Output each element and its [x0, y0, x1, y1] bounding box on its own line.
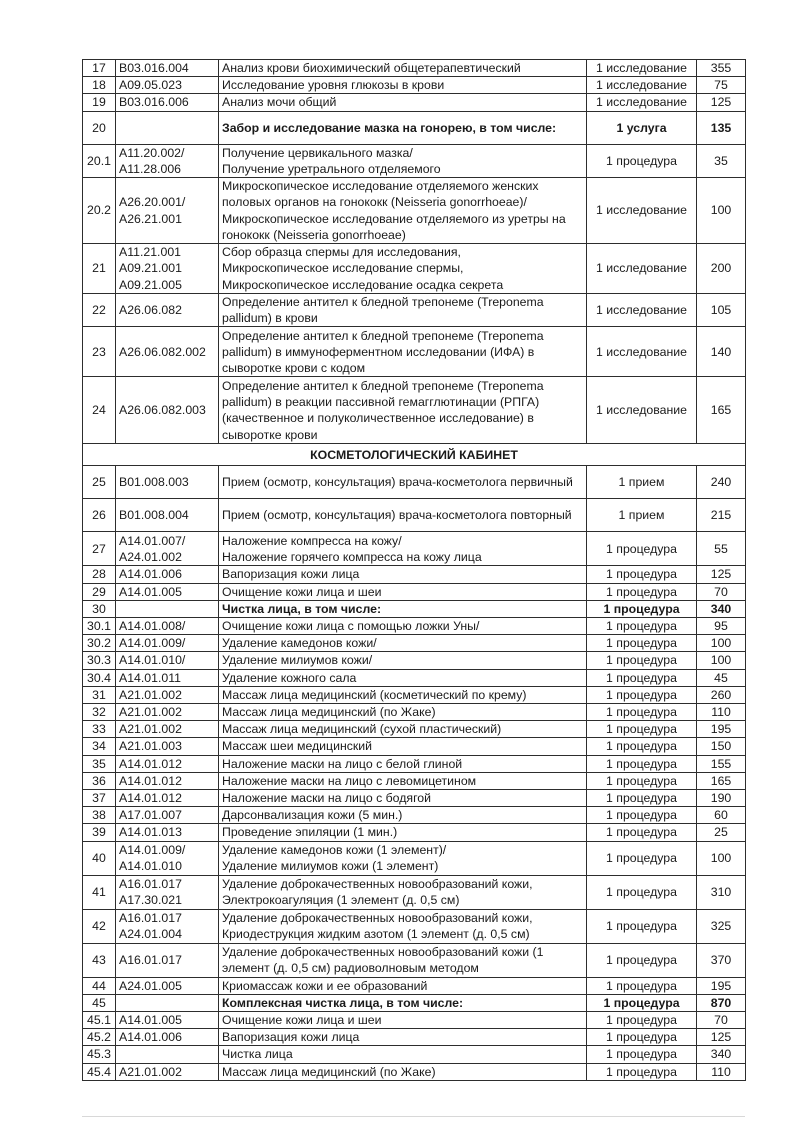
row-number: 23: [83, 327, 116, 377]
service-name: Микроскопическое исследование отделяемого женских половых органов на гонококк (Neisseria gonorrhoeae)/ Микроскопическое исследование отделяемого из уретры на гонококк (Neisseria gonorrhoeae): [219, 178, 587, 244]
service-unit: 1 исследование: [587, 77, 697, 94]
service-code: A14.01.005: [116, 1012, 219, 1029]
row-number: 38: [83, 807, 116, 824]
row-number: 44: [83, 977, 116, 994]
table-row: [83, 977, 746, 994]
row-number: 40: [83, 841, 116, 875]
row-number: 20.2: [83, 178, 116, 244]
service-name: Наложение маски на лицо с бодягой: [219, 790, 587, 807]
service-name: Прием (осмотр, консультация) врача-косметолога первичный: [219, 466, 587, 499]
row-number: 39: [83, 824, 116, 841]
table-row: [83, 994, 746, 1011]
service-unit: 1 процедура: [587, 807, 697, 824]
service-code: B03.016.004: [116, 60, 219, 77]
service-unit: 1 процедура: [587, 1012, 697, 1029]
table-row: [83, 909, 746, 943]
service-price: 155: [697, 755, 746, 772]
table-row: [83, 875, 746, 909]
row-number: 18: [83, 77, 116, 94]
service-name: Вапоризация кожи лица: [219, 1029, 587, 1046]
service-code: A14.01.012: [116, 772, 219, 789]
service-name: Массаж лица медицинский (косметический по крему): [219, 686, 587, 703]
row-number: 37: [83, 790, 116, 807]
service-name: Чистка лица, в том числе:: [219, 600, 587, 617]
service-price: 870: [697, 994, 746, 1011]
service-unit: 1 процедура: [587, 583, 697, 600]
service-code: A26.06.082.003: [116, 377, 219, 444]
service-code: A16.01.017: [116, 943, 219, 977]
row-number: 30: [83, 600, 116, 617]
service-price: 45: [697, 669, 746, 686]
service-price: 165: [697, 377, 746, 444]
service-price: 190: [697, 790, 746, 807]
service-price: 25: [697, 824, 746, 841]
service-name: Удаление камедонов кожи (1 элемент)/ Удаление милиумов кожи (1 элемент): [219, 841, 587, 875]
service-unit: 1 исследование: [587, 94, 697, 111]
row-number: 29: [83, 583, 116, 600]
service-price: 70: [697, 583, 746, 600]
service-unit: 1 прием: [587, 466, 697, 499]
service-code: [116, 600, 219, 617]
row-number: 33: [83, 721, 116, 738]
section-header-row: [83, 444, 746, 466]
service-code: A26.06.082.002: [116, 327, 219, 377]
service-unit: 1 процедура: [587, 755, 697, 772]
service-unit: 1 процедура: [587, 1063, 697, 1080]
service-price: 240: [697, 466, 746, 499]
table-row: [83, 686, 746, 703]
service-name: Дарсонвализация кожи (5 мин.): [219, 807, 587, 824]
service-code: A21.01.003: [116, 738, 219, 755]
service-name: Удаление доброкачественных новообразований кожи, Криодеструкция жидким азотом (1 элемент (д. 0,5 см): [219, 909, 587, 943]
row-number: 41: [83, 875, 116, 909]
service-price: 355: [697, 60, 746, 77]
service-unit: 1 процедура: [587, 1029, 697, 1046]
service-code: [116, 111, 219, 144]
service-code: A16.01.017 A17.30.021: [116, 875, 219, 909]
service-unit: 1 процедура: [587, 738, 697, 755]
service-code: A21.01.002: [116, 686, 219, 703]
service-price: 125: [697, 94, 746, 111]
row-number: 30.3: [83, 652, 116, 669]
table-row: [83, 772, 746, 789]
service-unit: 1 процедура: [587, 144, 697, 177]
service-price: 55: [697, 532, 746, 566]
service-name: Очищение кожи лица с помощью ложки Уны/: [219, 618, 587, 635]
row-number: 19: [83, 94, 116, 111]
service-price: 260: [697, 686, 746, 703]
service-name: Получение цервикального мазка/ Получение уретрального отделяемого: [219, 144, 587, 177]
row-number: 34: [83, 738, 116, 755]
service-price: 95: [697, 618, 746, 635]
service-code: A14.01.005: [116, 583, 219, 600]
row-number: 45.3: [83, 1046, 116, 1063]
service-price: 340: [697, 600, 746, 617]
service-name: Удаление доброкачественных новообразований кожи, Электрокоагуляция (1 элемент (д. 0,5 см): [219, 875, 587, 909]
service-name: Определение антител к бледной трепонеме (Treponema pallidum) в иммуноферментном исследовании (ИФА) в сыворотке крови с кодом: [219, 327, 587, 377]
row-number: 36: [83, 772, 116, 789]
service-code: A14.01.006: [116, 1029, 219, 1046]
service-code: A11.20.002/ A11.28.006: [116, 144, 219, 177]
service-price: 165: [697, 772, 746, 789]
service-name: Удаление доброкачественных новообразований кожи (1 элемент (д. 0,5 см) радиоволновым методом: [219, 943, 587, 977]
table-row: [83, 111, 746, 144]
service-unit: 1 процедура: [587, 652, 697, 669]
table-row: [83, 669, 746, 686]
service-code: A14.01.006: [116, 566, 219, 583]
service-unit: 1 услуга: [587, 111, 697, 144]
service-price: 105: [697, 294, 746, 327]
table-row: [83, 178, 746, 244]
service-code: A14.01.012: [116, 790, 219, 807]
price-table-body: [83, 60, 746, 1081]
service-price: 60: [697, 807, 746, 824]
table-row: [83, 824, 746, 841]
service-code: [116, 1046, 219, 1063]
table-row: [83, 600, 746, 617]
service-code: A14.01.012: [116, 755, 219, 772]
service-unit: 1 процедура: [587, 841, 697, 875]
service-name: Наложение маски на лицо с левомицетином: [219, 772, 587, 789]
service-price: 75: [697, 77, 746, 94]
service-price: 200: [697, 244, 746, 294]
service-name: Комплексная чистка лица, в том числе:: [219, 994, 587, 1011]
row-number: 31: [83, 686, 116, 703]
service-code: B01.008.003: [116, 466, 219, 499]
price-list-sheet: [82, 59, 745, 1081]
row-number: 17: [83, 60, 116, 77]
service-price: 195: [697, 721, 746, 738]
service-unit: 1 исследование: [587, 244, 697, 294]
table-row: [83, 1029, 746, 1046]
price-table: [82, 59, 746, 1081]
table-row: [83, 532, 746, 566]
row-number: 35: [83, 755, 116, 772]
table-row: [83, 499, 746, 532]
service-name: Удаление милиумов кожи/: [219, 652, 587, 669]
table-row: [83, 60, 746, 77]
table-row: [83, 377, 746, 444]
table-row: [83, 566, 746, 583]
row-number: 24: [83, 377, 116, 444]
service-code: A14.01.009/ A14.01.010: [116, 841, 219, 875]
service-name: Анализ мочи общий: [219, 94, 587, 111]
service-name: Определение антител к бледной трепонеме (Treponema pallidum) в реакции пассивной гемагглютинации (РПГА) (качественное и полуколичественное исследование) в сыворотке крови: [219, 377, 587, 444]
service-price: 140: [697, 327, 746, 377]
table-row: [83, 1063, 746, 1080]
service-price: 110: [697, 704, 746, 721]
row-number: 21: [83, 244, 116, 294]
table-row: [83, 790, 746, 807]
section-title: КОСМЕТОЛОГИЧЕСКИЙ КАБИНЕТ: [83, 444, 746, 466]
service-price: 100: [697, 178, 746, 244]
service-code: [116, 994, 219, 1011]
service-name: Чистка лица: [219, 1046, 587, 1063]
table-row: [83, 755, 746, 772]
table-row: [83, 943, 746, 977]
service-unit: 1 исследование: [587, 294, 697, 327]
service-unit: 1 процедура: [587, 943, 697, 977]
row-number: 45: [83, 994, 116, 1011]
service-price: 125: [697, 566, 746, 583]
service-name: Массаж лица медицинский (по Жаке): [219, 704, 587, 721]
service-code: A24.01.005: [116, 977, 219, 994]
service-unit: 1 процедура: [587, 686, 697, 703]
service-price: 100: [697, 841, 746, 875]
service-code: A14.01.007/ A24.01.002: [116, 532, 219, 566]
page-bottom-rule: [82, 1116, 745, 1117]
service-code: B01.008.004: [116, 499, 219, 532]
service-unit: 1 процедура: [587, 977, 697, 994]
service-unit: 1 процедура: [587, 772, 697, 789]
service-code: A21.01.002: [116, 721, 219, 738]
service-unit: 1 процедура: [587, 566, 697, 583]
service-code: A14.01.011: [116, 669, 219, 686]
service-price: 125: [697, 1029, 746, 1046]
table-row: [83, 721, 746, 738]
service-unit: 1 процедура: [587, 635, 697, 652]
row-number: 42: [83, 909, 116, 943]
table-row: [83, 841, 746, 875]
service-unit: 1 исследование: [587, 327, 697, 377]
service-name: Очищение кожи лица и шеи: [219, 583, 587, 600]
service-code: A16.01.017 A24.01.004: [116, 909, 219, 943]
service-name: Анализ крови биохимический общетерапевтический: [219, 60, 587, 77]
service-price: 135: [697, 111, 746, 144]
service-price: 110: [697, 1063, 746, 1080]
service-unit: 1 процедура: [587, 721, 697, 738]
service-unit: 1 процедура: [587, 824, 697, 841]
row-number: 25: [83, 466, 116, 499]
service-unit: 1 процедура: [587, 669, 697, 686]
service-unit: 1 процедура: [587, 1046, 697, 1063]
table-row: [83, 807, 746, 824]
service-price: 310: [697, 875, 746, 909]
service-name: Вапоризация кожи лица: [219, 566, 587, 583]
table-row: [83, 1046, 746, 1063]
service-unit: 1 процедура: [587, 909, 697, 943]
row-number: 43: [83, 943, 116, 977]
service-name: Удаление кожного сала: [219, 669, 587, 686]
table-row: [83, 144, 746, 177]
service-code: A26.06.082: [116, 294, 219, 327]
table-row: [83, 1012, 746, 1029]
service-name: Массаж лица медицинский (по Жаке): [219, 1063, 587, 1080]
table-row: [83, 77, 746, 94]
service-name: Проведение эпиляции (1 мин.): [219, 824, 587, 841]
row-number: 45.4: [83, 1063, 116, 1080]
row-number: 20.1: [83, 144, 116, 177]
table-row: [83, 704, 746, 721]
table-row: [83, 466, 746, 499]
service-code: A14.01.013: [116, 824, 219, 841]
table-row: [83, 583, 746, 600]
service-name: Массаж лица медицинский (сухой пластический): [219, 721, 587, 738]
service-code: A17.01.007: [116, 807, 219, 824]
row-number: 32: [83, 704, 116, 721]
service-code: A14.01.010/: [116, 652, 219, 669]
service-unit: 1 процедура: [587, 994, 697, 1011]
table-row: [83, 618, 746, 635]
service-code: B03.016.006: [116, 94, 219, 111]
service-code: A21.01.002: [116, 1063, 219, 1080]
service-unit: 1 процедура: [587, 875, 697, 909]
service-name: Удаление камедонов кожи/: [219, 635, 587, 652]
service-price: 70: [697, 1012, 746, 1029]
service-name: Криомассаж кожи и ее образований: [219, 977, 587, 994]
service-name: Массаж шеи медицинский: [219, 738, 587, 755]
service-code: A14.01.008/: [116, 618, 219, 635]
service-price: 370: [697, 943, 746, 977]
table-row: [83, 652, 746, 669]
service-unit: 1 процедура: [587, 532, 697, 566]
service-price: 215: [697, 499, 746, 532]
service-name: Исследование уровня глюкозы в крови: [219, 77, 587, 94]
service-name: Забор и исследование мазка на гонорею, в том числе:: [219, 111, 587, 144]
service-name: Определение антител к бледной трепонеме (Treponema pallidum) в крови: [219, 294, 587, 327]
service-code: A26.20.001/ A26.21.001: [116, 178, 219, 244]
table-row: [83, 94, 746, 111]
row-number: 28: [83, 566, 116, 583]
table-row: [83, 294, 746, 327]
service-name: Наложение маски на лицо с белой глиной: [219, 755, 587, 772]
service-price: 340: [697, 1046, 746, 1063]
service-code: A09.05.023: [116, 77, 219, 94]
service-code: A21.01.002: [116, 704, 219, 721]
row-number: 27: [83, 532, 116, 566]
service-unit: 1 процедура: [587, 704, 697, 721]
row-number: 45.1: [83, 1012, 116, 1029]
service-name: Наложение компресса на кожу/ Наложение горячего компресса на кожу лица: [219, 532, 587, 566]
table-row: [83, 635, 746, 652]
table-row: [83, 327, 746, 377]
service-code: A11.21.001 A09.21.001 A09.21.005: [116, 244, 219, 294]
service-name: Сбор образца спермы для исследования, Микроскопическое исследование спермы, Микроскопическое исследование осадка секрета: [219, 244, 587, 294]
row-number: 30.4: [83, 669, 116, 686]
service-price: 100: [697, 652, 746, 669]
service-unit: 1 исследование: [587, 377, 697, 444]
row-number: 45.2: [83, 1029, 116, 1046]
service-unit: 1 прием: [587, 499, 697, 532]
service-price: 325: [697, 909, 746, 943]
service-price: 150: [697, 738, 746, 755]
service-price: 195: [697, 977, 746, 994]
service-unit: 1 исследование: [587, 60, 697, 77]
service-code: A14.01.009/: [116, 635, 219, 652]
service-unit: 1 процедура: [587, 618, 697, 635]
row-number: 22: [83, 294, 116, 327]
service-unit: 1 процедура: [587, 790, 697, 807]
service-price: 100: [697, 635, 746, 652]
row-number: 30.2: [83, 635, 116, 652]
row-number: 20: [83, 111, 116, 144]
service-name: Очищение кожи лица и шеи: [219, 1012, 587, 1029]
table-row: [83, 738, 746, 755]
service-unit: 1 процедура: [587, 600, 697, 617]
service-name: Прием (осмотр, консультация) врача-косметолога повторный: [219, 499, 587, 532]
table-row: [83, 244, 746, 294]
row-number: 26: [83, 499, 116, 532]
service-price: 35: [697, 144, 746, 177]
service-unit: 1 исследование: [587, 178, 697, 244]
row-number: 30.1: [83, 618, 116, 635]
